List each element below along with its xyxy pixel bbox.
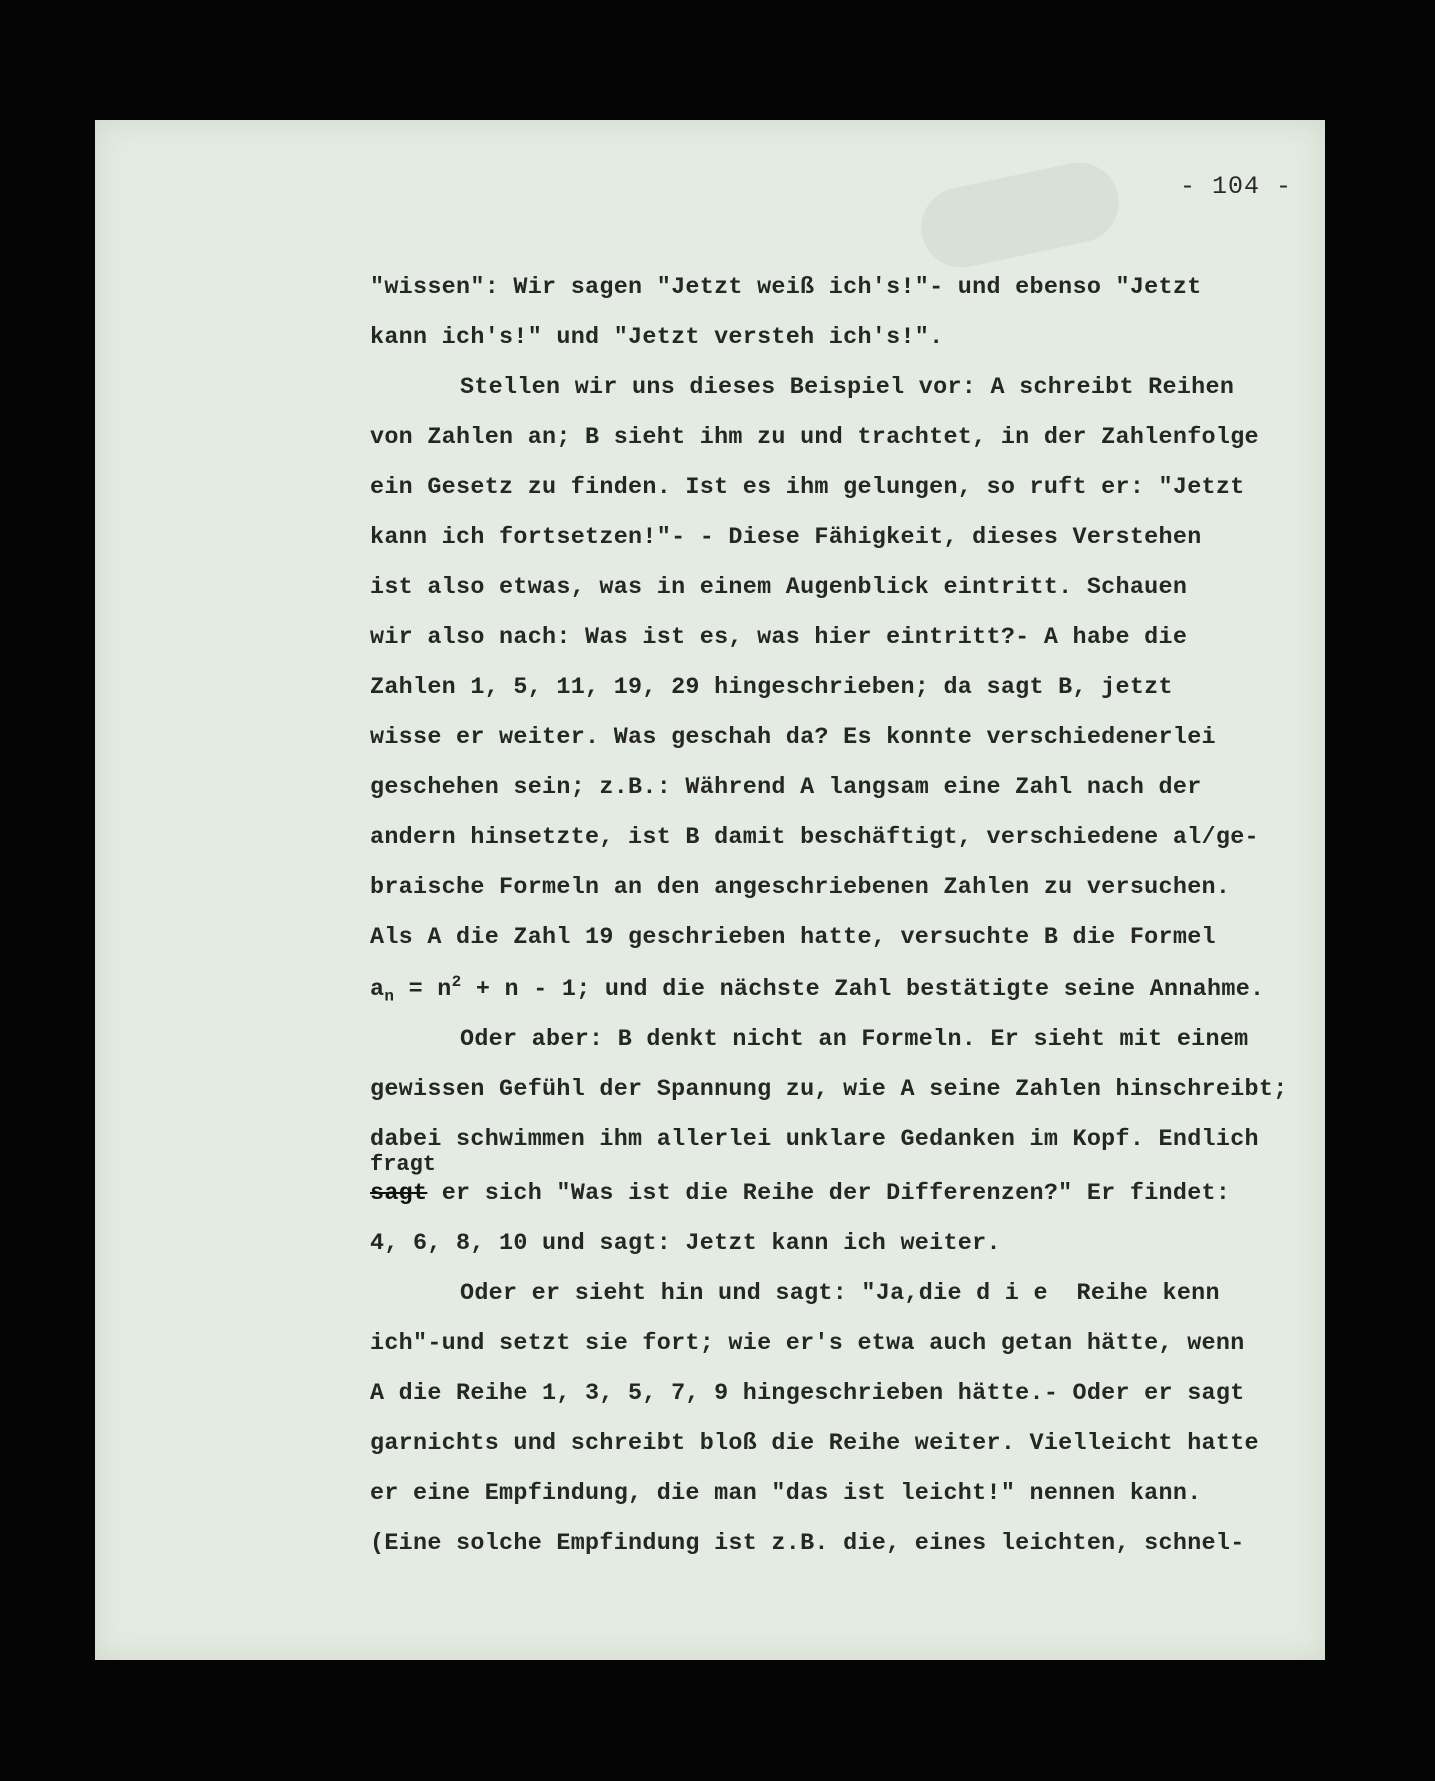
text-line: Oder aber: B denkt nicht an Formeln. Er sieht mit einem bbox=[460, 1027, 1249, 1053]
text-line: andern hinsetzte, ist B damit beschäftigt, verschiedene al/ge- bbox=[370, 825, 1259, 851]
text-line: von Zahlen an; B sieht ihm zu und trachtet, in der Zahlenfolge bbox=[370, 425, 1259, 451]
text-line: Stellen wir uns dieses Beispiel vor: A schreibt Reihen bbox=[460, 375, 1235, 401]
text-line: gewissen Gefühl der Spannung zu, wie A seine Zahlen hinschreibt; bbox=[370, 1077, 1288, 1103]
text-line: kann ich fortsetzen!"- - Diese Fähigkeit, dieses Verstehen bbox=[370, 525, 1202, 551]
text-line: Als A die Zahl 19 geschrieben hatte, versuchte B die Formel bbox=[370, 925, 1216, 951]
text-line: "wissen": Wir sagen "Jetzt weiß ich's!"- und ebenso "Jetzt bbox=[370, 275, 1202, 301]
text-line: braische Formeln an den angeschriebenen Zahlen zu versuchen. bbox=[370, 875, 1231, 901]
text-line: ein Gesetz zu finden. Ist es ihm gelungen, so ruft er: "Jetzt bbox=[370, 475, 1245, 501]
line-text: er sich "Was ist die Reihe der Differenzen?" Er findet: bbox=[427, 1181, 1231, 1207]
formula-eq: = n bbox=[394, 977, 452, 1003]
text-line: A die Reihe 1, 3, 5, 7, 9 hingeschrieben hätte.- Oder er sagt bbox=[370, 1381, 1245, 1407]
text-line: er eine Empfindung, die man "das ist leicht!" nennen kann. bbox=[370, 1481, 1202, 1507]
formula-superscript: 2 bbox=[451, 973, 462, 992]
formula-a: a bbox=[370, 977, 385, 1003]
inserted-word: fragt bbox=[370, 1152, 437, 1177]
text-line: Oder er sieht hin und sagt: "Ja,die d i e Reihe kenn bbox=[460, 1281, 1220, 1307]
text-line: dabei schwimmen ihm allerlei unklare Gedanken im Kopf. Endlich bbox=[370, 1127, 1259, 1153]
formula-line bbox=[370, 973, 1265, 1006]
formula-rest: + n - 1; und die nächste Zahl bestätigte seine Annahme. bbox=[461, 977, 1265, 1003]
text-line: kann ich's!" und "Jetzt versteh ich's!". bbox=[370, 325, 944, 351]
text-line: Zahlen 1, 5, 11, 19, 29 hingeschrieben; da sagt B, jetzt bbox=[370, 675, 1173, 701]
text-line: ist also etwas, was in einem Augenblick eintritt. Schauen bbox=[370, 575, 1188, 601]
text-line: (Eine solche Empfindung ist z.B. die, eines leichten, schnel- bbox=[370, 1531, 1245, 1557]
text-line: wisse er weiter. Was geschah da? Es konnte verschiedenerlei bbox=[370, 725, 1216, 751]
text-line: wir also nach: Was ist es, was hier eintritt?- A habe die bbox=[370, 625, 1188, 651]
text-line: 4, 6, 8, 10 und sagt: Jetzt kann ich weiter. bbox=[370, 1231, 1001, 1257]
corrected-line bbox=[370, 1180, 1230, 1208]
page-number: - 104 - bbox=[1180, 172, 1293, 201]
text-line: ich"-und setzt sie fort; wie er's etwa auch getan hätte, wenn bbox=[370, 1331, 1245, 1357]
crossed-out-word: sagt bbox=[370, 1181, 428, 1207]
formula-subscript: n bbox=[384, 987, 395, 1006]
text-line: geschehen sein; z.B.: Während A langsam eine Zahl nach der bbox=[370, 775, 1202, 801]
text-line: garnichts und schreibt bloß die Reihe weiter. Vielleicht hatte bbox=[370, 1431, 1259, 1457]
